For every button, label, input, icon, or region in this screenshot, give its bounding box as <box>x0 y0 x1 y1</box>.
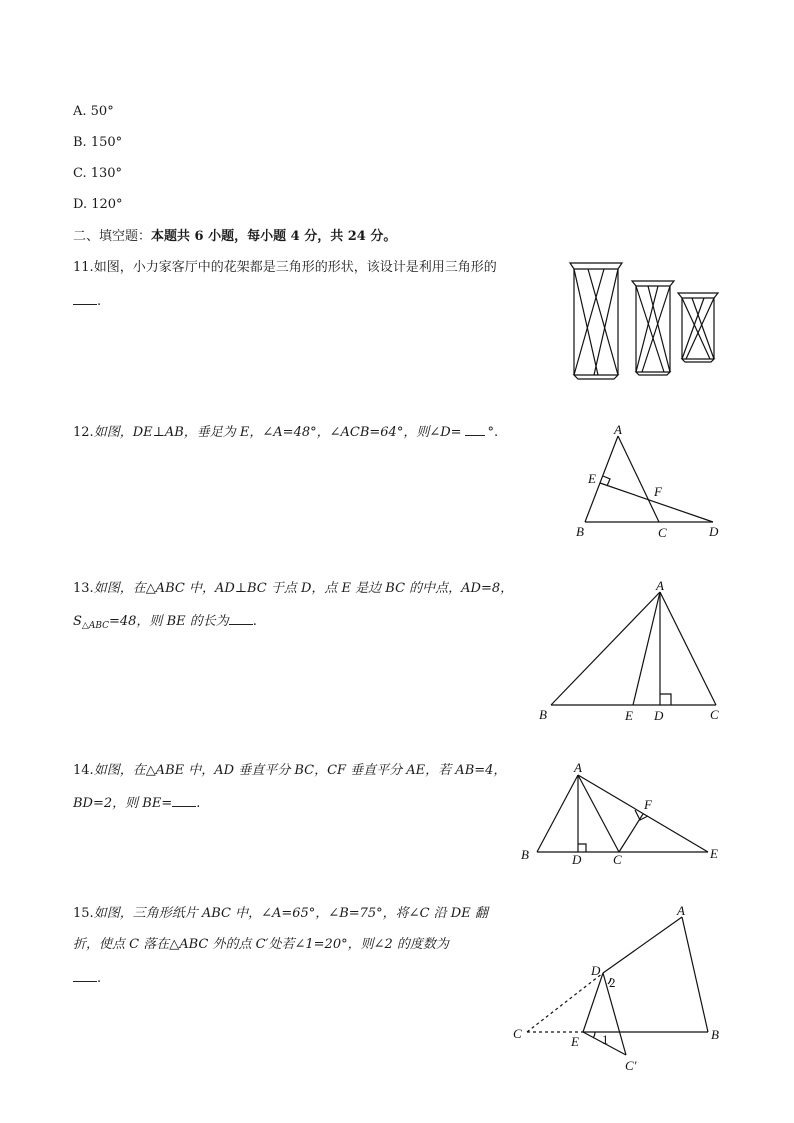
q12-label-c: C <box>658 525 667 540</box>
q15-label-c-prime: C′ <box>625 1058 637 1073</box>
q14-text: 如图，在△ABE 中，AD 垂直平分 BC，CF 垂直平分 AE，若 AB=4， <box>93 763 507 778</box>
q14-label-a: A <box>574 760 582 775</box>
q12-label-f: F <box>654 484 662 499</box>
q15-figure <box>505 900 730 1080</box>
q14-line2 <box>73 794 200 812</box>
stand-large-top <box>570 263 622 269</box>
q15-label-d: D <box>591 963 601 978</box>
q14-tail: . <box>196 796 201 811</box>
q12-label-e: E <box>588 471 596 486</box>
section-heading-bold: 本题共 6 小题，每小题 4 分，共 24 分。 <box>151 229 397 244</box>
q12-figure <box>570 418 730 548</box>
q14-text2: BD=2，则 BE= <box>73 796 173 811</box>
q14-label-c: C <box>613 852 622 867</box>
q13-label-e: E <box>625 708 633 723</box>
q11-answer-blank[interactable] <box>73 292 97 305</box>
q15-text: 如图，三角形纸片 ABC 中，∠A=65°，∠B=75°，将∠C 沿 DE 翻 <box>93 906 488 921</box>
q12-label-d: D <box>709 524 719 539</box>
q14-figure <box>515 758 730 873</box>
q13-line2 <box>73 612 257 634</box>
q15-line1 <box>73 906 488 922</box>
q11-tail: . <box>97 294 102 309</box>
q11-line1 <box>73 260 497 276</box>
q13-number: 13. <box>73 581 94 596</box>
q14-label-f: F <box>644 797 652 812</box>
section-heading-prefix: 二、填空题： <box>73 229 152 244</box>
q13-line1 <box>73 581 513 597</box>
q12-text: 如图，DE⊥AB，垂足为 E，∠A=48°，∠ACB=64°，则∠D= <box>93 425 462 440</box>
q15-answer-blank[interactable] <box>73 969 97 982</box>
q11-text: 如图，小力家客厅中的花架都是三角形的形状，该设计是利用三角形的 <box>93 260 497 275</box>
q15-line3 <box>73 969 101 987</box>
q14-label-b: B <box>521 847 529 862</box>
section-heading <box>73 229 396 245</box>
q12-line1 <box>73 423 498 441</box>
q13-s-sub: △ABC <box>81 621 109 631</box>
q12-tail: °. <box>487 425 499 440</box>
q12-answer-blank[interactable] <box>465 423 485 436</box>
q13-label-c: C <box>710 707 719 722</box>
q14-label-d: D <box>572 852 582 867</box>
option-b: B. 150° <box>73 135 123 150</box>
q14-label-e: E <box>710 846 718 861</box>
q11-line2 <box>73 292 101 310</box>
q13-figure <box>530 578 730 723</box>
q15-label-e: E <box>571 1034 579 1049</box>
option-d: D. 120° <box>73 197 123 212</box>
q13-answer-blank[interactable] <box>229 612 253 625</box>
q14-line1 <box>73 763 506 779</box>
q15-label-angle2: 2 <box>609 975 616 990</box>
q11-figure-flower-stands <box>560 255 730 385</box>
q15-label-angle1: 1 <box>602 1032 609 1047</box>
option-a: A. 50° <box>73 104 114 119</box>
q13-s: S <box>73 614 82 629</box>
q15-line2 <box>73 937 449 953</box>
q15-text2: 折，使点 C 落在△ABC 外的点 C′处若∠1=20°，则∠2 的度数为 <box>73 937 449 952</box>
option-c: C. 130° <box>73 166 123 181</box>
q12-label-b: B <box>576 524 584 539</box>
q13-text: 如图，在△ABC 中，AD⊥BC 于点 D，点 E 是边 BC 的中点，AD=8， <box>93 581 514 596</box>
q15-label-b: B <box>711 1027 719 1042</box>
q13-label-a: A <box>656 578 664 593</box>
q13-label-b: B <box>539 707 547 722</box>
q11-number: 11. <box>73 260 94 275</box>
q12-number: 12. <box>73 425 94 440</box>
q12-label-a: A <box>614 422 622 437</box>
q13-label-d: D <box>654 708 664 723</box>
q15-label-c: C <box>513 1026 522 1041</box>
q14-answer-blank[interactable] <box>172 794 196 807</box>
q15-label-a: A <box>677 903 685 918</box>
q14-number: 14. <box>73 763 94 778</box>
q15-tail: . <box>97 971 102 986</box>
q13-tail: . <box>252 614 257 629</box>
q13-rest: =48，则 BE 的长为 <box>109 614 229 629</box>
q15-number: 15. <box>73 906 94 921</box>
